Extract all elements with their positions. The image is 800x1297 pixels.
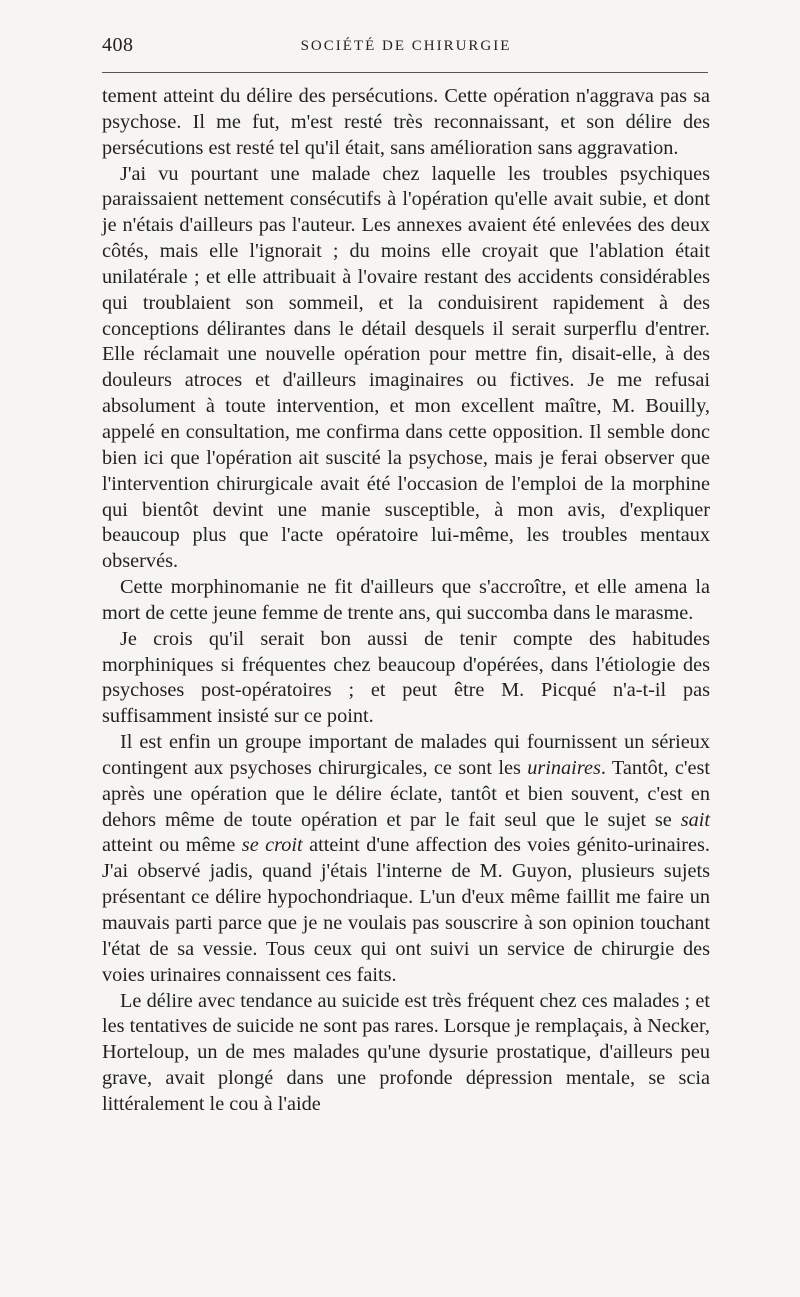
paragraph <box>102 162 710 576</box>
paragraph <box>102 84 710 162</box>
paragraph <box>102 627 710 730</box>
page-header <box>102 30 710 58</box>
italic-text: se croit <box>241 834 303 857</box>
header-rule <box>102 72 708 73</box>
text-run: Il est enfin un groupe important de malades qui fournissent un sérieux contingent aux psychoses chirurgicales, ce sont les <box>102 731 710 779</box>
text-run: . Tantôt, c'est après une opération que le délire éclate, tantôt et bien souvent, c'est en dehors même de toute opération et par le fait seul que le sujet se <box>102 756 711 831</box>
text-run: Le délire avec tendance au suicide est très fréquent chez ces malades ; et les tentatives de suicide ne sont pas rares. Lorsque je remplaçais, à Necker, Horteloup, un de mes malades qu'une dysurie prostatique, d'ailleurs peu grave, avait plongé dans une profonde dépression mentale, se scia littéralement le cou à l'aide <box>102 989 710 1115</box>
text-run: atteint ou même <box>102 834 242 857</box>
running-title: SOCIÉTÉ DE CHIRURGIE <box>300 38 512 54</box>
text-run: tement atteint du délire des persécutions. Cette opération n'aggrava pas sa psychose. Il me fut, m'est resté très reconnaissant, et son délire des persécutions est resté tel qu'il était, sans amélioration sans aggravation. <box>102 85 710 159</box>
text-run: Je crois qu'il serait bon aussi de tenir compte des habitudes morphiniques si fréquentes chez beaucoup d'opérées, dans l'étiologie des psychoses post-opératoires ; et peut être M. Picqué n'a-t-il pas suffisamment insisté sur ce point. <box>102 627 710 728</box>
page-number: 408 <box>102 34 134 56</box>
paragraph <box>102 989 710 1118</box>
text-run: J'ai vu pourtant une malade chez laquelle les troubles psychiques paraissaient nettement consécutifs à l'opération qu'elle avait subie, et dont je n'étais d'ailleurs pas l'auteur. Les annexes avaient été enlevées des deux côtés, mais elle l'ignorait ; du moins elle croyait que l'ablation était unilatérale ; et elle attribuait à l'ovaire restant des accidents considérables qui troublaient son sommeil, et la conduisirent rapidement à des conceptions délirantes dans le détail desquels il serait surperflu d'entrer. Elle réclamait une nouvelle opération pour mettre fin, disait-elle, à des douleurs atroces et d'ailleurs imaginaires ou fictives. Je me refusai absolument à toute intervention, et mon excellent maître, M. Bouilly, appelé en consultation, me confirma dans cette opposition. Il semble donc bien ici que l'opération ait suscité la psychose, mais je ferai observer que l'intervention chirurgicale avait été l'occasion de l'emploi de la morphine qui bientôt devint une manie susceptible, à mon avis, d'expliquer beaucoup plus que l'acte opératoire lui-même, les troubles mentaux observés. <box>102 162 710 573</box>
text-run: atteint d'une affection des voies génito-urinaires. J'ai observé jadis, quand j'étais l'interne de M. Guyon, plusieurs sujets présentant ce délire hypochondriaque. L'un d'eux même faillit me faire un mauvais parti parce que je ne voulais pas souscrire à son opinion touchant l'état de sa vessie. Tous ceux qui ont suivi un service de chirurgie des voies urinaires connaissent ces faits. <box>102 834 710 986</box>
text-run: Cette morphinomanie ne fit d'ailleurs que s'accroître, et elle amena la mort de cette jeune femme de trente ans, qui succomba dans le marasme. <box>102 576 710 624</box>
body-text <box>102 84 710 1118</box>
paragraph <box>102 575 710 627</box>
paragraph <box>102 730 710 988</box>
italic-text: sait <box>680 808 710 831</box>
italic-text: urinaires <box>527 756 601 779</box>
